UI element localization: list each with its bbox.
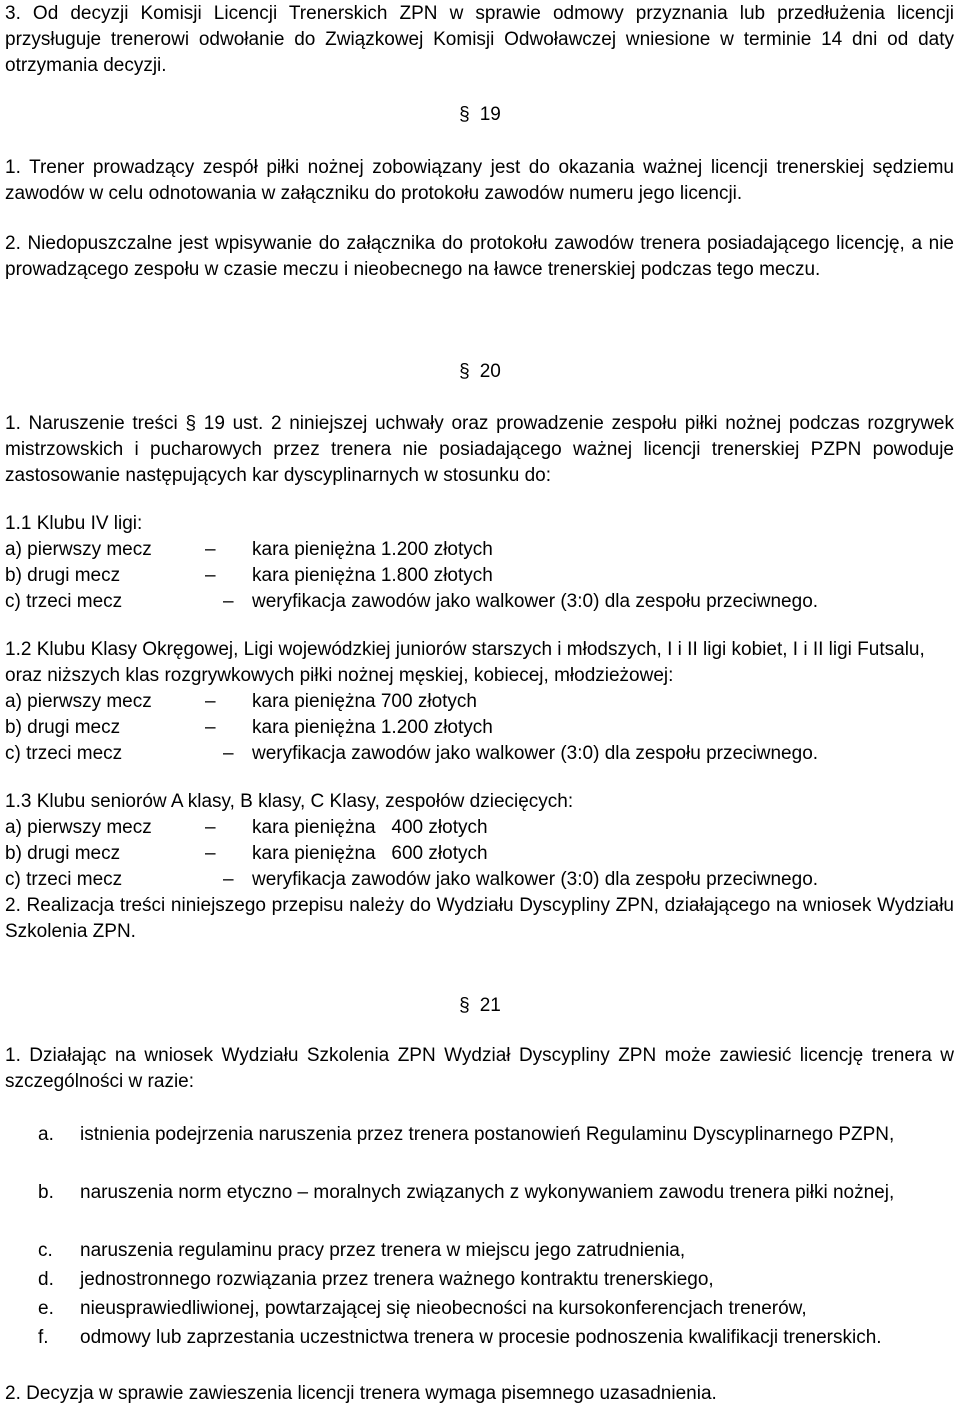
section-21-heading xyxy=(0,993,960,1019)
section-20-point-1: 1. Naruszenie treści § 19 ust. 2 niniejszej uchwały oraz prowadzenie zespołu piłki nożnej podczas rozgrywek mistrzowskich i pucharowych przez trenera nie posiadającego ważnej licencji trenerskiej PZPN powoduje zastosowanie następujących kar dyscyplinarnych w stosunku do: xyxy=(5,413,954,486)
section-21-point-1: 1. Działając na wniosek Wydziału Szkolenia ZPN Wydział Dyscypliny ZPN może zawiesić licencję trenera w szczególności w razie: xyxy=(5,1045,954,1092)
row-label: c) trzeci mecz xyxy=(5,591,123,612)
row-label: a) pierwszy mecz xyxy=(5,539,152,560)
row-dash: – xyxy=(205,817,216,838)
row-value: kara pieniężna 1.800 złotych xyxy=(252,565,493,586)
row-dash: – xyxy=(205,691,216,712)
row-value: kara pieniężna 400 złotych xyxy=(252,817,488,838)
group-1-title: 1.1 Klubu IV ligi: xyxy=(5,513,143,534)
list-text: jednostronnego rozwiązania przez trenera ważnego kontraktu trenerskiego, xyxy=(80,1269,714,1290)
list-item xyxy=(38,1236,954,1265)
list-letter: d. xyxy=(38,1269,54,1290)
list-item xyxy=(38,1265,954,1294)
row-dash: – xyxy=(205,717,216,738)
list-text: naruszenia regulaminu pracy przez trenera w miejscu jego zatrudnienia, xyxy=(80,1240,686,1261)
row-value: kara pieniężna 600 złotych xyxy=(252,843,488,864)
row-label: a) pierwszy mecz xyxy=(5,691,152,712)
list-letter: a. xyxy=(38,1124,54,1145)
section-number: 21 xyxy=(479,995,501,1016)
list-letter: f. xyxy=(38,1327,49,1348)
section-number: 19 xyxy=(479,104,501,125)
section-19-heading xyxy=(0,102,960,128)
list-text: nieusprawiedliwionej, powtarzającej się nieobecności na kursokonferencjach trenerów, xyxy=(80,1298,807,1319)
row-label: c) trzeci mecz xyxy=(5,869,123,890)
list-letter: c. xyxy=(38,1240,53,1261)
row-dash: – xyxy=(205,565,216,586)
row-dash: – xyxy=(223,869,234,890)
row-label: b) drugi mecz xyxy=(5,843,121,864)
section-21-point-2: 2. Decyzja w sprawie zawieszenia licencji trenera wymaga pisemnego uzasadnienia. xyxy=(5,1383,717,1404)
list-item xyxy=(38,1294,954,1323)
group-3-title: 1.3 Klubu seniorów A klasy, B klasy, C Klasy, zespołów dziecięcych: xyxy=(5,791,574,812)
row-value: kara pieniężna 1.200 złotych xyxy=(252,717,493,738)
row-value: kara pieniężna 1.200 złotych xyxy=(252,539,493,560)
row-label: b) drugi mecz xyxy=(5,717,121,738)
list-letter: e. xyxy=(38,1298,54,1319)
paragraph-3: 3. Od decyzji Komisji Licencji Trenerskich ZPN w sprawie odmowy przyznania lub przedłużenia licencji przysługuje trenerowi odwołanie do Związkowej Komisji Odwoławczej wniesione w terminie 14 dni od daty otrzymania decyzji. xyxy=(5,3,954,76)
row-dash: – xyxy=(205,843,216,864)
row-dash: – xyxy=(223,743,234,764)
section-number: 20 xyxy=(479,361,501,382)
list-text: naruszenia norm etyczno – moralnych związanych z wykonywaniem zawodu trenera piłki nożnej, xyxy=(80,1182,895,1203)
list-item xyxy=(38,1323,954,1352)
row-dash: – xyxy=(205,539,216,560)
row-value: weryfikacja zawodów jako walkower (3:0) dla zespołu przeciwnego. xyxy=(252,869,819,890)
row-value: kara pieniężna 700 złotych xyxy=(252,691,477,712)
row-value: weryfikacja zawodów jako walkower (3:0) dla zespołu przeciwnego. xyxy=(252,743,819,764)
section-20-point-2: 2. Realizacja treści niniejszego przepisu należy do Wydziału Dyscypliny ZPN, działającego na wniosek Wydziału Szkolenia ZPN. xyxy=(5,895,954,942)
row-value: weryfikacja zawodów jako walkower (3:0) dla zespołu przeciwnego. xyxy=(252,591,819,612)
list-item xyxy=(38,1120,954,1149)
list-letter: b. xyxy=(38,1182,54,1203)
section-sign: § xyxy=(459,361,470,382)
section-20-heading xyxy=(0,359,960,385)
row-dash: – xyxy=(223,591,234,612)
section-sign: § xyxy=(459,995,470,1016)
row-label: b) drugi mecz xyxy=(5,565,121,586)
row-label: c) trzeci mecz xyxy=(5,743,123,764)
list-item xyxy=(38,1178,954,1207)
list-text: odmowy lub zaprzestania uczestnictwa trenera w procesie podnoszenia kwalifikacji trenerskich. xyxy=(80,1327,882,1348)
section-19-point-1: 1. Trener prowadzący zespół piłki nożnej zobowiązany jest do okazania ważnej licencji trenerskiej sędziemu zawodów w celu odnotowania w załączniku do protokołu zawodów numeru jego licencji. xyxy=(5,157,954,204)
row-label: a) pierwszy mecz xyxy=(5,817,152,838)
section-19-point-2: 2. Niedopuszczalne jest wpisywanie do załącznika do protokołu zawodów trenera posiadającego licencję, a nie prowadzącego zespołu w czasie meczu i nieobecnego na ławce trenerskiej podczas tego meczu. xyxy=(5,233,954,280)
group-2-title: 1.2 Klubu Klasy Okręgowej, Ligi wojewódzkiej juniorów starszych i młodszych, I i II ligi kobiet, I i II ligi Futsalu, oraz niższych klas rozgrywkowych piłki nożnej męskiej, kobiecej, młodzieżowej: xyxy=(5,639,925,686)
list-text: istnienia podejrzenia naruszenia przez trenera postanowień Regulaminu Dyscyplinarnego PZPN, xyxy=(80,1124,895,1145)
section-sign: § xyxy=(459,104,470,125)
